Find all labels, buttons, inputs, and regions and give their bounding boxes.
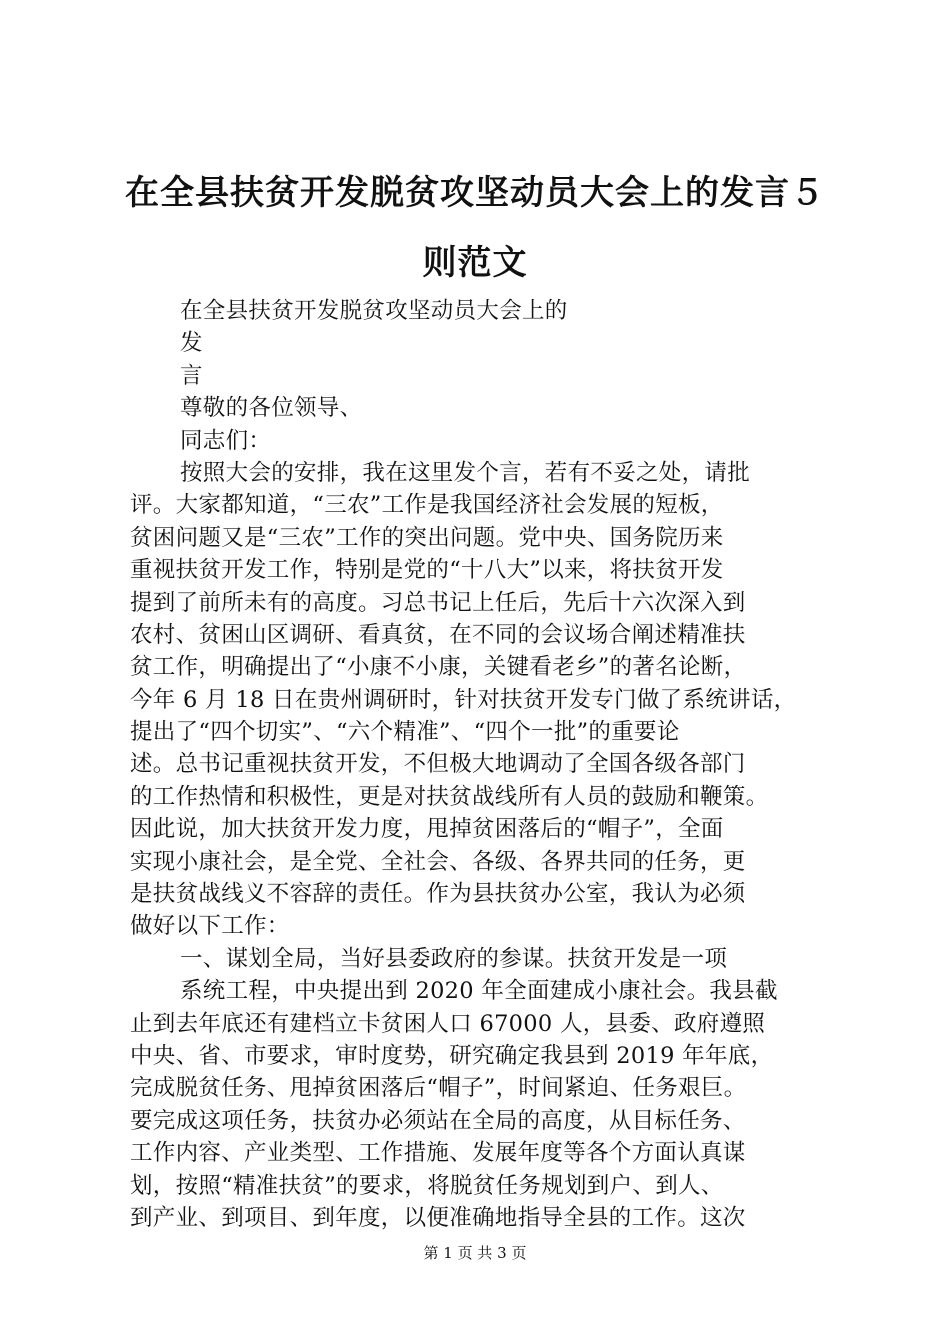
body-line: 系统工程，中央提出到 2020 年全面建成小康社会。我县截 bbox=[180, 978, 778, 1005]
document-body bbox=[130, 295, 850, 1234]
body-line: 实现小康社会，是全党、全社会、各级、各界共同的任务，更 bbox=[130, 848, 746, 875]
body-line: 贫工作，明确提出了“小康不小康，关键看老乡”的著名论断， bbox=[130, 654, 747, 681]
body-line: 是扶贫战线义不容辞的责任。作为县扶贫办公室，我认为必须 bbox=[130, 881, 746, 908]
body-line: 做好以下工作： bbox=[130, 913, 290, 940]
body-line: 述。总书记重视扶贫开发，不但极大地调动了全国各级各部门 bbox=[130, 751, 746, 778]
body-line: 到产业、到项目、到年度，以便准确地指导全县的工作。这次 bbox=[130, 1204, 746, 1231]
body-line: 尊敬的各位领导、 bbox=[180, 395, 363, 422]
body-line: 要完成这项任务，扶贫办必须站在全局的高度，从目标任务、 bbox=[130, 1107, 746, 1134]
title-line: 在全县扶贫开发脱贫攻坚动员大会上的发言５ bbox=[125, 173, 825, 213]
body-line: 在全县扶贫开发脱贫攻坚动员大会上的 bbox=[180, 298, 568, 324]
body-line: 完成脱贫任务、甩掉贫困落后“帽子”，时间紧迫、任务艰巨。 bbox=[130, 1075, 747, 1102]
body-line: 划，按照“精准扶贫”的要求，将脱贫任务规划到户、到人、 bbox=[130, 1172, 724, 1199]
document-title bbox=[110, 158, 840, 298]
title-line: 则范文 bbox=[422, 243, 528, 283]
body-line: 今年 6 月 18 日在贵州调研时，针对扶贫开发专门做了系统讲话， bbox=[130, 686, 797, 713]
body-line: 中央、省、市要求，审时度势，研究确定我县到 2019 年年底， bbox=[130, 1042, 774, 1069]
body-line: 同志们： bbox=[180, 427, 272, 454]
body-line: 发 bbox=[180, 330, 203, 357]
body-line: 提出了“四个切实”、“六个精准”、“四个一批”的重要论 bbox=[130, 719, 680, 746]
body-line: 重视扶贫开发工作，特别是党的“十八大”以来，将扶贫开发 bbox=[130, 557, 724, 584]
body-line: 的工作热情和积极性，更是对扶贫战线所有人员的鼓励和鞭策。 bbox=[130, 783, 769, 810]
body-line: 农村、贫困山区调研、看真贫，在不同的会议场合阐述精准扶 bbox=[130, 621, 746, 648]
body-line: 工作内容、产业类型、工作措施、发展年度等各个方面认真谋 bbox=[130, 1140, 746, 1167]
body-line: 因此说，加大扶贫开发力度，甩掉贫困落后的“帽子”，全面 bbox=[130, 816, 724, 843]
body-line: 提到了前所未有的高度。习总书记上任后，先后十六次深入到 bbox=[130, 589, 746, 616]
body-line: 止到去年底还有建档立卡贫困人口 67000 人，县委、政府遵照 bbox=[130, 1010, 766, 1037]
page-footer: 第 1 页 共 3 页 bbox=[423, 1244, 527, 1262]
body-line: 评。大家都知道，“三农”工作是我国经济社会发展的短板， bbox=[130, 492, 724, 519]
body-line: 贫困问题又是“三农”工作的突出问题。党中央、国务院历来 bbox=[130, 524, 724, 551]
body-line: 按照大会的安排，我在这里发个言，若有不妥之处，请批 bbox=[180, 459, 751, 486]
body-line: 一、谋划全局，当好县委政府的参谋。扶贫开发是一项 bbox=[180, 945, 728, 972]
body-line: 言 bbox=[180, 362, 203, 389]
